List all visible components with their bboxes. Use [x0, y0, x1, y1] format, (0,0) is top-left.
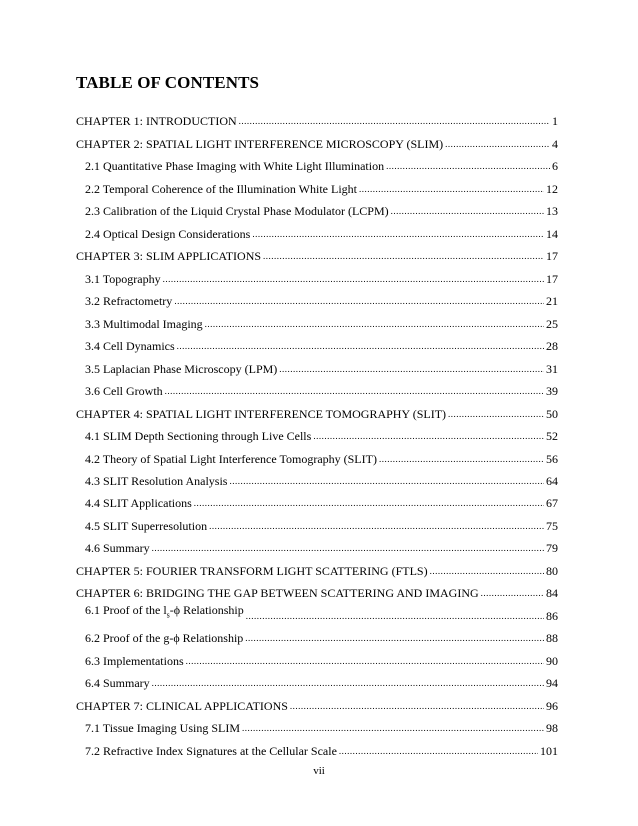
- toc-entry-page: 79: [546, 541, 558, 556]
- toc-entry-label: 6.2 Proof of the g-ϕ Relationship: [85, 631, 244, 646]
- toc-section-entry: [76, 510, 558, 532]
- toc-section-entry: [76, 173, 558, 195]
- dot-leader: [165, 384, 544, 398]
- toc-entry-label: 3.2 Refractometry: [85, 294, 173, 309]
- toc-entry-label: CHAPTER 6: BRIDGING THE GAP BETWEEN SCATTERING AND IMAGING: [76, 586, 479, 601]
- toc-entry-page: 90: [546, 653, 558, 668]
- toc-entry-label: CHAPTER 7: CLINICAL APPLICATIONS: [76, 698, 288, 713]
- dot-leader: [391, 204, 544, 218]
- toc-entry-label: CHAPTER 4: SPATIAL LIGHT INTERFERENCE TOMOGRAPHY (SLIT): [76, 406, 447, 421]
- toc-section-entry: [76, 421, 558, 443]
- toc-entry-page: 39: [546, 384, 558, 399]
- toc-entry-page: 52: [546, 429, 558, 444]
- dot-leader: [242, 721, 544, 735]
- toc-entry-page: 4: [552, 136, 558, 151]
- toc-entry-label: 2.2 Temporal Coherence of the Illumination White Light: [85, 181, 357, 196]
- dot-leader: [152, 541, 544, 555]
- toc-entry-label: 4.5 SLIT Superresolution: [85, 518, 208, 533]
- dot-leader: [186, 654, 544, 668]
- toc-section-entry: [76, 533, 558, 555]
- dot-leader: [229, 474, 544, 488]
- toc-entry-page: 17: [546, 271, 558, 286]
- toc-chapter-entry: [76, 578, 558, 600]
- toc-entry-label: CHAPTER 1: INTRODUCTION: [76, 114, 237, 129]
- dot-leader: [481, 586, 544, 600]
- toc-chapter-entry: [76, 398, 558, 420]
- toc-entry-label: 3.4 Cell Dynamics: [85, 339, 175, 354]
- toc-entry-label: 6.3 Implementations: [85, 653, 184, 668]
- toc-entry-label: 3.5 Laplacian Phase Microscopy (LPM): [85, 361, 278, 376]
- page-number: vii: [313, 765, 325, 777]
- toc-entry-page: 86: [546, 608, 558, 623]
- toc-section-entry: [76, 735, 558, 757]
- toc-entry-label: CHAPTER 3: SLIM APPLICATIONS: [76, 249, 262, 264]
- dot-leader: [445, 137, 550, 151]
- toc-entry-label: 2.1 Quantitative Phase Imaging with White Light Illumination: [85, 159, 385, 174]
- dot-leader: [290, 699, 544, 713]
- toc-chapter-entry: [76, 555, 558, 577]
- page-title: TABLE OF CONTENTS: [76, 73, 260, 92]
- toc-entry-label: 2.3 Calibration of the Liquid Crystal Phase Modulator (LCPM): [85, 204, 389, 219]
- toc-entry-page: 6: [552, 159, 558, 174]
- toc-entry-page: 80: [546, 563, 558, 578]
- toc-entry-page: 56: [546, 451, 558, 466]
- toc-section-entry: [76, 353, 558, 375]
- toc-entry-label: 3.6 Cell Growth: [85, 384, 163, 399]
- toc-entry-label: 6.1 Proof of the $l_s-\phi$ Relationship: [85, 603, 244, 620]
- toc-entry-label: 4.4 SLIT Applications: [85, 496, 192, 511]
- toc-section-entry: [76, 488, 558, 510]
- toc-chapter-entry: [76, 241, 558, 263]
- toc-section-entry: [76, 645, 558, 667]
- toc-entry-page: 67: [546, 496, 558, 511]
- toc-entry-page: 25: [546, 316, 558, 331]
- toc-entry-label: 3.1 Topography: [85, 271, 161, 286]
- dot-leader: [209, 519, 544, 533]
- toc-entry-page: 50: [546, 406, 558, 421]
- toc-entry-page: 14: [546, 226, 558, 241]
- dot-leader: [339, 744, 538, 758]
- toc-section-entry: [76, 376, 558, 398]
- dot-leader: [177, 339, 544, 353]
- dot-leader: [174, 294, 544, 308]
- dot-leader: [359, 182, 544, 196]
- toc-chapter-entry: [76, 690, 558, 712]
- dot-leader: [152, 676, 544, 690]
- toc-section-entry: [76, 331, 558, 353]
- dot-leader: [246, 609, 544, 623]
- toc-entry-page: 98: [546, 721, 558, 736]
- toc-entry-page: 94: [546, 676, 558, 691]
- toc-entry-label: 4.2 Theory of Spatial Light Interference Tomography (SLIT): [85, 451, 377, 466]
- toc-section-entry: [76, 196, 558, 218]
- dot-leader: [194, 496, 544, 510]
- dot-leader: [205, 317, 544, 331]
- toc-section-entry: [76, 623, 558, 645]
- toc-section-entry: [76, 308, 558, 330]
- toc-entry-page: 21: [546, 294, 558, 309]
- toc-section-entry: [76, 466, 558, 488]
- dot-leader: [245, 631, 544, 645]
- toc-section-entry: [76, 443, 558, 465]
- toc-entry-page: 64: [546, 473, 558, 488]
- dot-leader: [163, 272, 544, 286]
- toc-entry-page: 1: [552, 114, 558, 129]
- dot-leader: [448, 407, 544, 421]
- toc-section-entry: [76, 286, 558, 308]
- toc-entry-label: CHAPTER 2: SPATIAL LIGHT INTERFERENCE MICROSCOPY (SLIM): [76, 136, 444, 151]
- toc-entry-page: 96: [546, 698, 558, 713]
- toc-entry-label: 3.3 Multimodal Imaging: [85, 316, 203, 331]
- dot-leader: [313, 429, 544, 443]
- toc-chapter-entry: [76, 106, 558, 128]
- table-of-contents: [76, 106, 558, 758]
- toc-entry-label: 4.1 SLIM Depth Sectioning through Live Cells: [85, 429, 312, 444]
- dot-leader: [263, 249, 544, 263]
- toc-entry-label: 4.3 SLIT Resolution Analysis: [85, 473, 228, 488]
- dot-leader: [430, 564, 544, 578]
- toc-entry-label: 2.4 Optical Design Considerations: [85, 226, 251, 241]
- dot-leader: [379, 452, 544, 466]
- dot-leader: [239, 114, 550, 128]
- toc-section-entry: [76, 713, 558, 735]
- dot-leader: [279, 362, 544, 376]
- toc-entry-label: 6.4 Summary: [85, 676, 150, 691]
- toc-section-entry: [76, 263, 558, 285]
- toc-entry-page: 101: [540, 743, 558, 758]
- toc-entry-page: 75: [546, 518, 558, 533]
- toc-entry-page: 84: [546, 586, 558, 601]
- toc-section-entry: [76, 600, 558, 622]
- toc-entry-label: 4.6 Summary: [85, 541, 150, 556]
- dot-leader: [252, 227, 544, 241]
- toc-section-entry: [76, 151, 558, 173]
- toc-entry-page: 28: [546, 339, 558, 354]
- toc-entry-label: 7.1 Tissue Imaging Using SLIM: [85, 721, 241, 736]
- toc-entry-label: 7.2 Refractive Index Signatures at the Cellular Scale: [85, 743, 337, 758]
- toc-entry-page: 17: [546, 249, 558, 264]
- toc-entry-page: 13: [546, 204, 558, 219]
- toc-entry-page: 12: [546, 181, 558, 196]
- toc-entry-label: CHAPTER 5: FOURIER TRANSFORM LIGHT SCATTERING (FTLS): [76, 563, 428, 578]
- toc-section-entry: [76, 668, 558, 690]
- toc-entry-page: 31: [546, 361, 558, 376]
- toc-section-entry: [76, 218, 558, 240]
- toc-entry-page: 88: [546, 631, 558, 646]
- toc-chapter-entry: [76, 128, 558, 150]
- dot-leader: [386, 159, 550, 173]
